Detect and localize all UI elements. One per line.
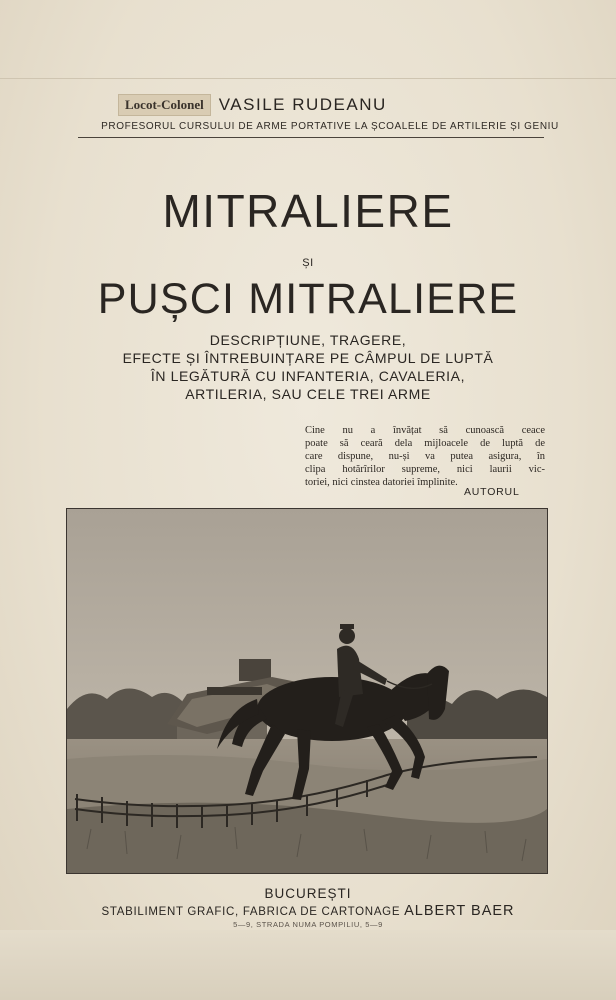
epigraph-line: clipa hotărîrilor supreme, nici laurii vic- [305, 464, 545, 475]
epigraph-line: poate să ceară dela mijloacele de luptă de [305, 438, 545, 449]
epigraph-line: toriei, nici cinstea datoriei împlinite. [305, 477, 458, 488]
book-title-line-1: MITRALIERE [162, 185, 454, 237]
author-title: PROFESORUL CURSULUI DE ARME PORTATIVE LA ȘCOALELE DE ARTILERIE ȘI GENIU [101, 121, 559, 132]
lower-paper-strip [0, 930, 616, 1000]
epigraph-line: care dispune, nu-și va putea asigura, în [305, 451, 545, 462]
author-row [118, 92, 558, 118]
imprint-city: BUCUREȘTI [264, 886, 352, 901]
epigraph-line: Cine nu a învățat să cunoască ceace [305, 425, 545, 436]
paper-fold-line [0, 78, 616, 79]
imprint-address: 5—9, STRADA NUMA POMPILIU, 5—9 [233, 920, 383, 929]
imprint-printer-prefix: STABILIMENT GRAFIC, FABRICA DE CARTONAGE [101, 906, 401, 918]
header-divider [78, 137, 544, 138]
horse-with-pack-machine-gun-photo-icon [67, 509, 547, 873]
subtitle-line: EFECTE ȘI ÎNTREBUINȚARE PE CÂMPUL DE LUPTĂ [122, 350, 494, 366]
subtitle-line: ÎN LEGĂTURĂ CU INFANTERIA, CAVALERIA, [150, 368, 466, 384]
epigraph-attribution: AUTORUL [464, 486, 520, 498]
subtitle-line: ARTILERIA, SAU CELE TREI ARME [185, 386, 431, 402]
author-name: VASILE RUDEANU [218, 95, 387, 114]
imprint-printer-name: ALBERT BAER [404, 903, 515, 919]
frontispiece-photo [66, 508, 548, 874]
subtitle-line: DESCRIPȚIUNE, TRAGERE, [209, 332, 407, 348]
book-title-conjunction: ȘI [302, 257, 314, 269]
book-title-line-2: PUȘCI MITRALIERE [97, 275, 519, 323]
book-subtitle [90, 331, 526, 403]
imprint-printer [0, 903, 616, 919]
epigraph [305, 424, 545, 489]
rank-label: Locot-Colonel [118, 94, 211, 116]
